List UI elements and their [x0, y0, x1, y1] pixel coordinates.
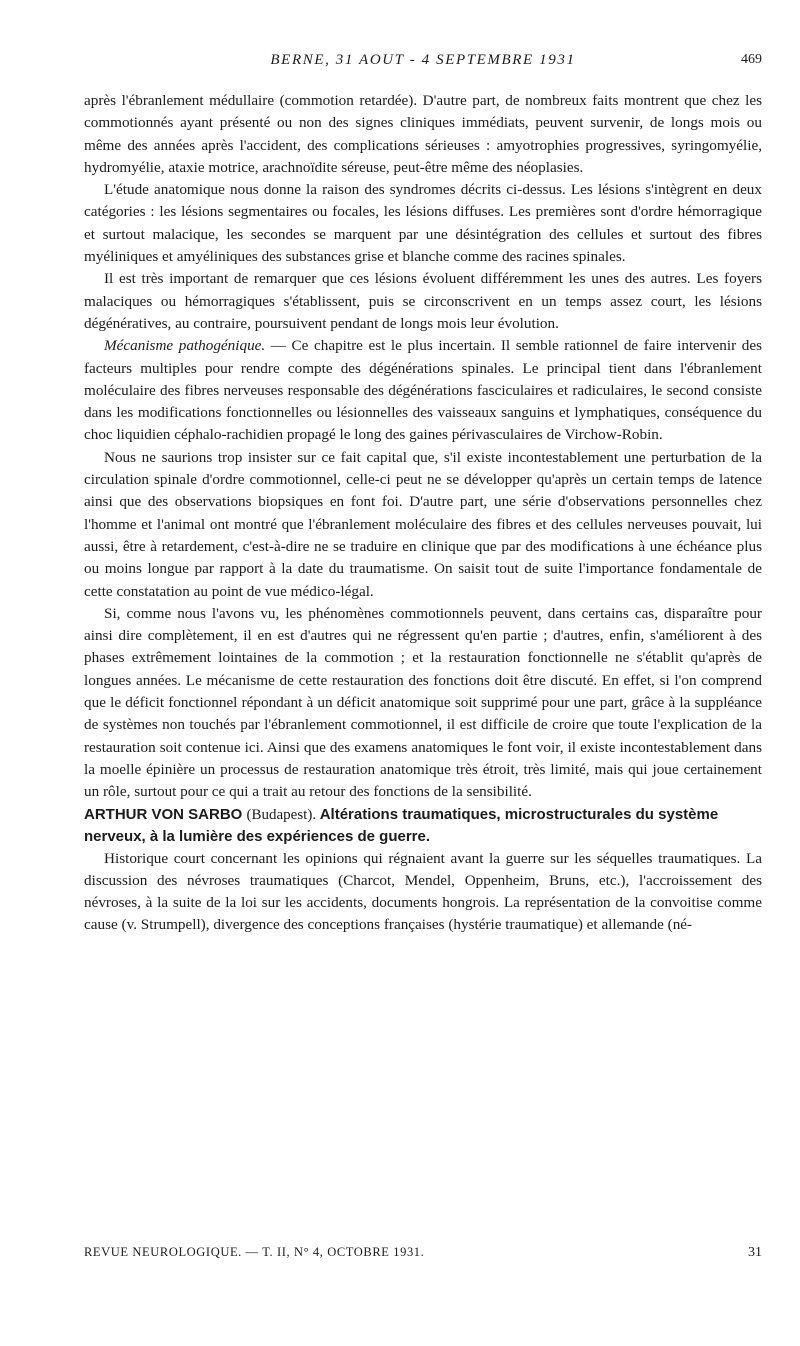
- article-author: ARTHUR VON SARBO: [84, 805, 243, 823]
- journal-line: REVUE NEUROLOGIQUE. — T. II, N° 4, OCTOBRE 1931.: [84, 1245, 425, 1259]
- paragraph-2: L'étude anatomique nous donne la raison des syndromes décrits ci-dessus. Les lésions s'intègrent en deux catégories : les lésions segmentaires ou focales, les lésions diffuses. Les premières sont d'ordre hémorragique et surtout malacique, les secondes se marquent par une désintégration des cellules et surtout des fibres myéliniques et amyéliniques des substances grise et blanche comme des racines spinales.: [84, 181, 762, 266]
- page-footer: [84, 1245, 762, 1265]
- subheading-mecanisme: Mécanisme pathogénique.: [104, 337, 266, 355]
- article-heading: [84, 804, 762, 848]
- paragraph-1: après l'ébranlement médullaire (commotion retardée). D'autre part, de nombreux faits montrent que chez les commotionnés ayant présenté ou non des signes cliniques immédiats, peuvent survenir, de longs mois ou même des années après l'accident, des complications sérieuses : amyotrophies progressives, syringomyélie, hydromyélie, ataxie motrice, arachnoïdite séreuse, peut-être même des néoplasies.: [84, 92, 762, 176]
- body-text: [84, 90, 762, 937]
- paragraph-7: Historique court concernant les opinions qui régnaient avant la guerre sur les séquelles traumatiques. La discussion des névroses traumatiques (Charcot, Mendel, Oppenheim, Bruns, etc.), l'accroissement des névroses, à la suite de la loi sur les accidents, documents hongrois. La représentation de la convoitise comme cause (v. Strumpell), divergence des conceptions françaises (hystérie traumatique) et allemande (né-: [84, 849, 762, 934]
- paragraph-5: Nous ne saurions trop insister sur ce fait capital que, s'il existe incontestablement une perturbation de la circulation spinale d'ordre commotionnel, celle-ci peut ne se développer qu'après un certain temps de latence ainsi que des observations biopsiques en font foi. D'autre part, une série d'observations personnelles chez l'homme et l'animal ont montré que l'ébranlement moléculaire des fibres et des cellules nerveuses pouvait, lui aussi, être à retardement, c'est-à-dire ne se traduire en clinique que par des modifications à une échéance plus ou moins longue par rapport à la date du traumatisme. On saisit tout de suite l'importance fondamentale de cette constatation au point de vue médico-légal.: [84, 448, 762, 600]
- paragraph-4-text: Ce chapitre est le plus incertain. Il semble rationnel de faire intervenir des facteurs multiples pour rendre compte des dégénérations spinales. Le principal tient dans l'ébranlement moléculaire des fibres nerveuses responsable des dégénérations fasciculaires et radiculaires, le second consiste dans les modifications fonctionnelles ou lésionnelles des vaisseaux sanguins et lymphatiques, conséquence du choc liquidien céphalo-rachidien propagé le long des gaines périvasculaires de Virchow-Robin.: [84, 337, 762, 444]
- signature-mark: 31: [748, 1245, 762, 1260]
- subheading-dash: —: [265, 337, 292, 355]
- paragraph-3: Il est très important de remarquer que ces lésions évoluent différemment les unes des autres. Les foyers malaciques ou hémorragiques s'établissent, puis se circonscrivent en un temps assez court, les lésions dégénératives, au contraire, poursuivent pendant de longs mois leur évolution.: [84, 270, 762, 332]
- running-header: [84, 52, 762, 76]
- article-title: Altérations traumatiques, microstructurales du système nerveux, à la lumière des expériences de guerre.: [84, 805, 719, 845]
- page-number: 469: [741, 52, 762, 67]
- running-title: BERNE, 31 AOUT - 4 SEPTEMBRE 1931: [270, 52, 576, 68]
- paragraph-4: [84, 335, 762, 446]
- article-affiliation: (Budapest).: [246, 806, 317, 823]
- paragraph-6: Si, comme nous l'avons vu, les phénomènes commotionnels peuvent, dans certains cas, disparaître pour ainsi dire complètement, il en est d'autres qui ne régressent qu'en partie ; d'autres, enfin, s'améliorent à des phases extrêmement lointaines de la commotion ; et la restauration fonctionnelle ne s'établit qu'après de longues années. Le mécanisme de cette restauration des fonctions doit être discuté. En effet, si l'on comprend que le déficit fonctionnel répondant à un déficit anatomique soit supprimé pour une part, grâce à la suppléance de systèmes non touchés par l'ébranlement commotionnel, il est difficile de croire que toute l'explication de la restauration soit contenue ici. Ainsi que des examens anatomiques le font voir, il existe incontestablement dans la moelle épinière un processus de restauration anatomique très étroit, très limité, mais qui joue certainement un rôle, surtout pour ce qui a trait au retour des fonctions de la sensibilité.: [84, 604, 762, 801]
